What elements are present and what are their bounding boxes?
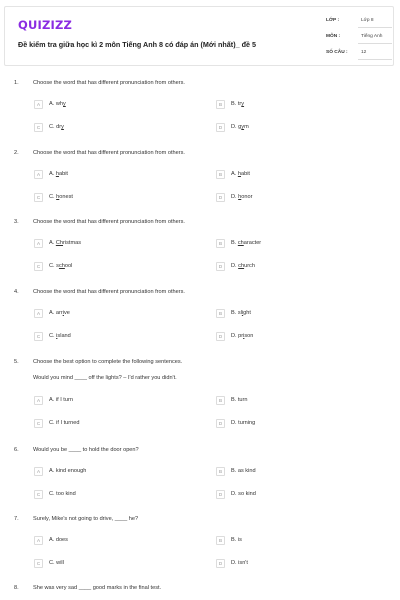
question-prompt: Choose the word that has different pronunciation from others. <box>33 80 185 86</box>
option-letter-box: D <box>216 419 225 428</box>
option-text <box>49 333 71 339</box>
meta-value-class: Lớp 8 <box>361 18 374 23</box>
option-text-part: B. tr <box>231 101 242 107</box>
underlined-sound: y <box>241 124 245 130</box>
question-number: 4. <box>14 289 19 295</box>
option-text-part: C. if I turned <box>49 420 80 426</box>
option-text <box>49 537 68 543</box>
worksheet-header <box>4 6 394 66</box>
option-text <box>49 101 66 107</box>
option-text <box>49 420 79 426</box>
question-number: 1. <box>14 80 19 86</box>
option-text-part: C. s <box>49 263 59 269</box>
option-text-part: A. kind enough <box>49 468 87 474</box>
underlined-sound: ch <box>58 263 65 269</box>
underlined-sound: h <box>55 171 59 177</box>
option-text-part: D. so kind <box>231 491 256 497</box>
option-letter-box: D <box>216 123 225 132</box>
option-text-part: A. if I turn <box>49 397 73 403</box>
question-number: 3. <box>14 219 19 225</box>
underlined-sound: ch <box>238 263 245 269</box>
option-text-part: C. too kind <box>49 491 76 497</box>
option-text <box>49 240 81 246</box>
option-text-part: urch <box>244 263 255 269</box>
option-letter-box: A <box>34 396 43 405</box>
option-text-part: A. wh <box>49 101 63 107</box>
underlined-sound: y <box>241 101 245 107</box>
question-prompt: Choose the best option to complete the following sentences. <box>33 359 183 365</box>
option-letter-box: B <box>216 396 225 405</box>
meta-value-question-count: 12 <box>361 50 367 55</box>
option-text-part: A. <box>49 240 56 246</box>
option-text-part: onest <box>59 194 73 200</box>
option-text <box>231 240 261 246</box>
option-text-part: son <box>244 333 254 339</box>
option-text <box>231 310 251 316</box>
meta-underline <box>358 27 392 28</box>
option-text-part: C. <box>49 333 57 339</box>
option-text-part: sland <box>57 333 71 339</box>
question-sentence: Would you mind ____ off the lights? – I'd rather you didn't. <box>33 375 177 381</box>
option-text-part: aracter <box>243 240 262 246</box>
option-text <box>49 310 70 316</box>
option-letter-box: B <box>216 467 225 476</box>
option-letter-box: C <box>34 193 43 202</box>
underlined-sound: h <box>56 194 60 200</box>
underlined-sound: y <box>63 101 66 107</box>
meta-value-subject: Tiếng Anh <box>361 34 383 39</box>
option-text-part: m <box>244 124 249 130</box>
option-text-part: abit <box>58 171 68 177</box>
option-letter-box: C <box>34 490 43 499</box>
underlined-sound: i <box>62 310 64 316</box>
option-letter-box: B <box>216 100 225 109</box>
option-text <box>231 537 242 543</box>
meta-underline <box>358 43 392 44</box>
option-text-part: ve <box>63 310 70 316</box>
question-prompt: Choose the word that has different pronunciation from others. <box>33 289 185 295</box>
option-letter-box: A <box>34 309 43 318</box>
option-text-part: C. will <box>49 560 64 566</box>
option-text <box>231 101 244 107</box>
question-prompt: Surely, Mike's not going to drive, ____ he? <box>33 516 139 522</box>
question-number: 5. <box>14 359 19 365</box>
option-text <box>231 333 253 339</box>
option-text <box>49 491 76 497</box>
underlined-sound: i <box>243 333 245 339</box>
option-letter-box: B <box>216 309 225 318</box>
option-text <box>49 560 64 566</box>
underlined-sound: h <box>238 194 242 200</box>
option-text-part: D. isn't <box>231 560 248 566</box>
question-number: 6. <box>14 447 19 453</box>
option-letter-box: A <box>34 100 43 109</box>
option-letter-box: A <box>34 467 43 476</box>
underlined-sound: h <box>237 171 241 177</box>
meta-label-subject: MÔN : <box>326 34 341 39</box>
option-text <box>231 560 248 566</box>
underlined-sound: i <box>241 310 244 316</box>
meta-underline <box>358 59 392 60</box>
option-letter-box: C <box>34 123 43 132</box>
option-letter-box: C <box>34 559 43 568</box>
meta-label-class: LỚP : <box>326 18 340 23</box>
question-prompt: She was very sad ____ good marks in the final test. <box>33 585 162 591</box>
option-text <box>231 468 256 474</box>
option-letter-box: B <box>216 536 225 545</box>
option-text-part: A. <box>49 171 56 177</box>
option-text <box>231 171 250 177</box>
option-letter-box: B <box>216 170 225 179</box>
option-text-part: abit <box>240 171 250 177</box>
underlined-sound: ch <box>237 240 244 246</box>
option-letter-box: A <box>34 239 43 248</box>
underlined-sound: y <box>61 124 64 130</box>
option-letter-box: D <box>216 193 225 202</box>
option-letter-box: D <box>216 332 225 341</box>
option-text-part: ristmas <box>63 240 82 246</box>
option-text-part: B. turn <box>231 397 248 403</box>
worksheet-title: Đề kiểm tra giữa học kì 2 môn Tiếng Anh 8 có đáp án (Mới nhất)_ đề 5 <box>18 40 256 49</box>
option-text-part: D. pr <box>231 333 244 339</box>
option-letter-box: A <box>34 536 43 545</box>
option-text <box>49 194 73 200</box>
option-text <box>231 420 255 426</box>
option-letter-box: C <box>34 332 43 341</box>
option-text-part: A. <box>231 171 238 177</box>
option-text <box>49 124 64 130</box>
question-prompt: Choose the word that has different pronunciation from others. <box>33 219 185 225</box>
option-text-part: A. does <box>49 537 68 543</box>
option-text-part: B. sl <box>231 310 242 316</box>
option-text-part: D. <box>231 194 239 200</box>
underlined-sound: Ch <box>55 240 63 246</box>
option-text <box>231 194 252 200</box>
option-text-part: C. <box>49 194 57 200</box>
option-text-part: C. dr <box>49 124 62 130</box>
option-text <box>49 171 68 177</box>
option-letter-box: C <box>34 262 43 271</box>
option-text <box>231 124 249 130</box>
option-text-part: D. g <box>231 124 242 130</box>
question-prompt: Choose the word that has different pronunciation from others. <box>33 150 185 156</box>
option-text-part: ool <box>64 263 73 269</box>
option-text <box>49 397 73 403</box>
option-text <box>49 468 86 474</box>
option-text <box>231 263 255 269</box>
option-letter-box: D <box>216 490 225 499</box>
option-text <box>231 397 247 403</box>
meta-label-question-count: SỐ CÂU : <box>326 50 348 55</box>
option-text-part: B. is <box>231 537 242 543</box>
question-number: 7. <box>14 516 19 522</box>
option-letter-box: B <box>216 239 225 248</box>
question-prompt: Would you be ____ to hold the door open? <box>33 447 139 453</box>
option-text-part: D. turning <box>231 420 256 426</box>
question-number: 8. <box>14 585 19 591</box>
option-text <box>49 263 72 269</box>
option-letter-box: C <box>34 419 43 428</box>
option-text <box>231 491 256 497</box>
option-text-part: ght <box>243 310 251 316</box>
option-text-part: A. arr <box>49 310 63 316</box>
option-text-part: B. <box>231 240 238 246</box>
option-text-part: D. <box>231 263 239 269</box>
option-text-part: onor <box>241 194 253 200</box>
option-letter-box: D <box>216 559 225 568</box>
option-letter-box: A <box>34 170 43 179</box>
option-letter-box: D <box>216 262 225 271</box>
underlined-sound: i <box>56 333 58 339</box>
quizizz-logo: QUIZIZZ <box>18 18 73 32</box>
question-number: 2. <box>14 150 19 156</box>
option-text-part: B. as kind <box>231 468 256 474</box>
